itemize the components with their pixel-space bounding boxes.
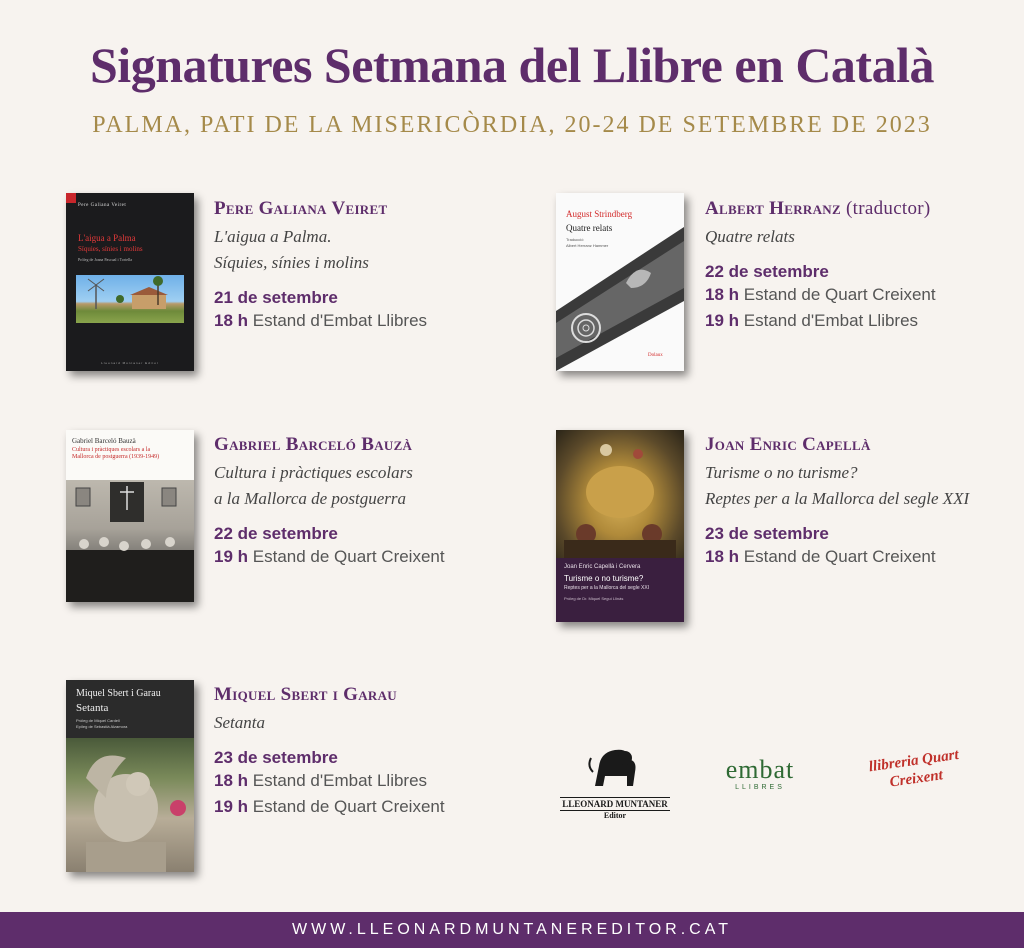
cover-title: Cultura i pràctiques escolars a la Mallorca de postguerra (1939-1949) [72,447,160,460]
cover-author: August Strindberg [566,209,633,219]
slot-place: Estand de Quart Creixent [252,547,445,566]
signing-slot [214,768,514,794]
book-cover-setanta [66,680,194,872]
book-title-line1: Setanta [214,713,265,732]
slot-time: 18 h [705,285,740,304]
logo-muntaner-name: LLEONARD MUNTANER [560,797,670,811]
author-role: (traductor) [846,198,931,219]
footer-bar [0,912,1024,948]
page-title: Signatures Setmana del Llibre en Català [90,37,934,93]
cover-translator: Albert Herranz Hammer [566,243,609,248]
slot-time: 18 h [214,311,249,330]
lleonard-muntaner-logo [560,742,670,820]
book-title-line2: Reptes per a la Mallorca del segle XXI [705,489,970,508]
lion-icon [585,742,645,792]
book-cover-quatre-relats [556,193,684,371]
cover-publisher: Lleonard Muntaner Editor [101,361,159,365]
cover-prologue: Pròleg de Miquel Cardell [76,718,120,723]
signing-info-miquel-sbert [214,684,514,820]
cover-subtitle: Síquies, sínies i molins [78,245,143,253]
cover-translation-label: Traducció [566,237,584,242]
slot-place: Estand d'Embat Llibres [252,311,428,330]
book-title-line1: Cultura i pràctiques escolars [214,463,413,482]
slot-place: Estand d'Embat Llibres [252,771,428,790]
cover-author: Miquel Sbert i Garau [76,688,161,699]
cover-author: Pere Galiana Veiret [78,203,127,208]
cover-title: L'aigua a Palma [78,233,136,243]
signing-info-albert-herranz [705,198,1005,334]
slot-time: 18 h [214,771,249,790]
author-name: Pere Galiana Veiret [214,198,388,219]
logo-muntaner-sub: Editor [603,811,627,820]
book-cover-cultura-practiques [66,430,194,602]
cover-photo [76,275,184,323]
cover-painting [556,430,684,558]
slot-place: Estand de Quart Creixent [743,547,936,566]
cover-title: Quatre relats [566,223,613,233]
book-title-line1: Turisme o no turisme? [705,463,858,482]
signing-date: 23 de setembre [214,748,338,767]
book-title-line2: Síquies, sínies i molins [214,253,369,272]
book-title-line2: a la Mallorca de postguerra [214,489,407,508]
cover-author: Gabriel Barceló Bauzà [72,437,136,445]
footer-url-link[interactable]: WWW.LLEONARDMUNTANEREDITOR.CAT [291,921,732,938]
signing-info-joan-enric-capella [705,434,1005,570]
signing-date: 22 de setembre [214,524,338,543]
signing-date: 23 de setembre [705,524,829,543]
book-cover-aigua-palma [66,193,194,371]
cover-author: Joan Enric Capellà i Cervera [564,564,641,570]
author-name: Miquel Sbert i Garau [214,684,397,705]
slot-time: 19 h [705,311,740,330]
event-subtitle: PALMA, PATI DE LA MISERICÒRDIA, 20-24 DE SETEMBRE DE 2023 [92,112,932,138]
slot-time: 18 h [705,547,740,566]
logo-embat-name: embat [725,755,795,784]
signing-slot [705,544,1005,570]
cover-title: Setanta [76,702,109,714]
signing-slot [214,794,514,820]
slot-place: Estand de Quart Creixent [252,797,445,816]
author-name: Gabriel Barceló Bauzà [214,434,413,455]
book-title-line1: L'aigua a Palma. [214,227,332,246]
signing-slot [705,308,1005,334]
signing-slot [214,308,504,334]
slot-place: Estand de Quart Creixent [743,285,936,304]
cover-subtitle: Reptes per a la Mallorca del segle XXI [564,585,650,591]
book-title-line1: Quatre relats [705,227,795,246]
quart-creixent-logo [850,746,980,791]
cover-epilogue: Epíleg de Sebastià Alzamora [76,724,128,729]
signing-info-gabriel-barcelo [214,434,514,570]
signing-slot [214,544,514,570]
embat-llibres-logo [710,756,810,791]
logo-embat-sub: LLIBRES [735,784,785,791]
cover-photo [66,738,194,872]
slot-time: 19 h [214,547,249,566]
book-cover-turisme [556,430,684,622]
cover-publisher: Dolaux [648,353,663,358]
author-name: Albert Herranz [705,198,841,219]
signing-date: 21 de setembre [214,288,338,307]
cover-photo [66,480,194,602]
logo-quart-name: llibreria Quart Creixent [867,746,960,791]
cover-engraving [556,193,684,371]
cover-prologue: Pròleg de Dr. Miquel Seguí Llinàs [564,596,624,601]
signing-info-pere-galiana [214,198,504,334]
slot-time: 19 h [214,797,249,816]
cover-prologue: Pròleg de Joana Pascual i Tortella [78,257,132,262]
signing-date: 22 de setembre [705,262,829,281]
author-name: Joan Enric Capellà [705,434,871,455]
signing-slot [705,282,1005,308]
cover-title: Turisme o no turisme? [564,574,644,583]
slot-place: Estand d'Embat Llibres [743,311,919,330]
